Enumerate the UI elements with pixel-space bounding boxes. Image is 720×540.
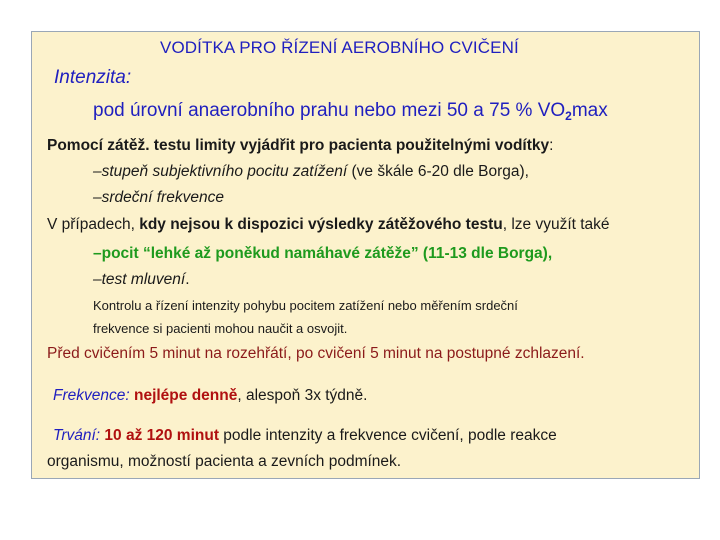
talk-test-line xyxy=(93,271,190,289)
warmup-line: Před cvičením 5 minut na rozehřátí, po cvičení 5 minut na postupné zchlazení. xyxy=(47,345,585,362)
no-test-b: , lze využít také xyxy=(502,216,610,233)
control-note-line-1: Kontrolu a řízení intenzity pohybu pocitem zatížení nebo měřením srdeční xyxy=(93,298,518,313)
frequency-highlight: nejlépe denně xyxy=(133,387,238,404)
talk-test-rest: . xyxy=(185,271,190,288)
intensity-text xyxy=(93,100,608,123)
guidance-colon: : xyxy=(549,137,554,154)
duration-line-2: organismu, možností pacienta a zevních podmínek. xyxy=(47,453,402,470)
intensity-label: Intenzita: xyxy=(54,67,132,88)
duration-rest: podle intenzity a frekvence cvičení, podle reakce xyxy=(218,427,557,444)
no-test-bold: kdy nejsou k dispozici výsledky zátěžového testu xyxy=(139,216,503,233)
guidance-bold: Pomocí zátěž. testu limity vyjádřit pro pacienta použitelnými vodítky xyxy=(47,137,550,154)
borg-scale-line xyxy=(93,163,529,181)
borg-scale-italic: –stupeň subjektivního pocitu zatížení xyxy=(93,163,348,180)
frequency-rest: , alespoň 3x týdně. xyxy=(237,387,368,404)
duration-highlight: 10 až 120 minut xyxy=(104,427,219,444)
borg-scale-rest: (ve škále 6-20 dle Borga), xyxy=(347,163,529,180)
duration-line xyxy=(53,427,557,445)
no-test-line xyxy=(47,216,610,234)
intensity-main: pod úrovní anaerobního prahu nebo mezi 50 a 75 % VO xyxy=(93,100,566,121)
duration-label: Trvání: xyxy=(53,427,101,444)
heart-rate-italic: –srdeční frekvence xyxy=(93,189,224,206)
intensity-subscript: 2 xyxy=(565,109,572,123)
heart-rate-line xyxy=(93,189,224,207)
frequency-label: Frekvence: xyxy=(53,387,130,404)
no-test-a: V případech, xyxy=(47,216,140,233)
talk-test-italic: –test mluvení xyxy=(93,271,186,288)
perceived-effort-line: –pocit “lehké až poněkud namáhavé zátěže” (11-13 dle Borga), xyxy=(93,245,553,262)
guidance-line xyxy=(47,137,553,155)
intensity-tail: max xyxy=(571,100,608,121)
slide-title: VODÍTKA PRO ŘÍZENÍ AEROBNÍHO CVIČENÍ xyxy=(160,38,519,57)
frequency-line xyxy=(53,387,367,405)
control-note-line-2: frekvence si pacienti mohou naučit a osvojit. xyxy=(93,321,348,336)
